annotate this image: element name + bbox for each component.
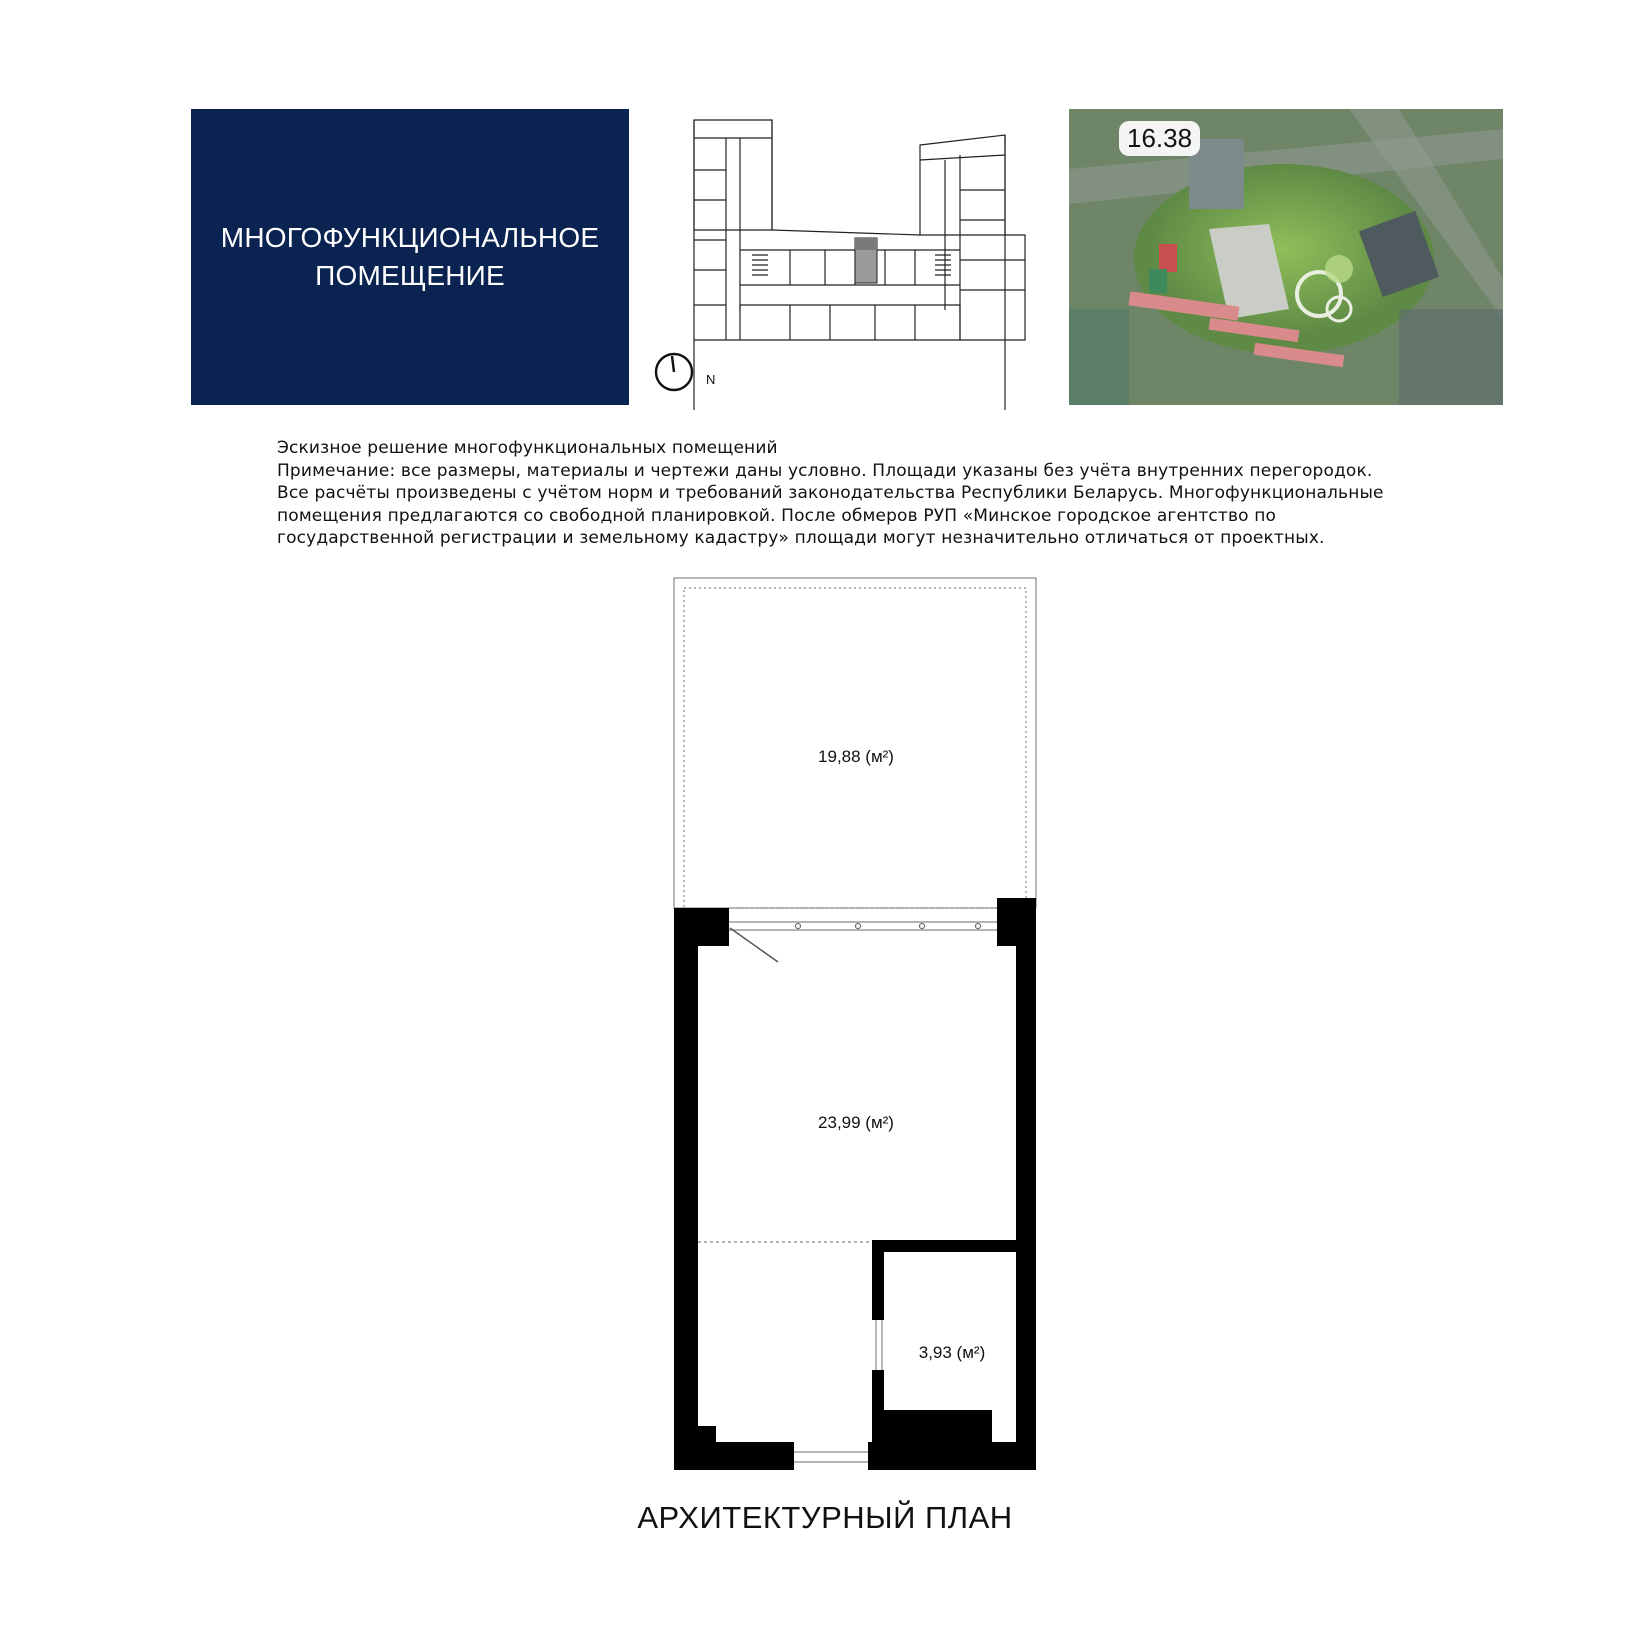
- compass-icon: [654, 350, 714, 398]
- terrace-area-label: 19,88 (м²): [818, 747, 894, 766]
- terrace-outline: [674, 578, 1036, 908]
- small-room-area-label: 3,93 (м²): [918, 1343, 986, 1362]
- floor-key-plan-drawing: [660, 110, 1050, 410]
- main-room-area-label: 23,99 (м²): [818, 1113, 894, 1132]
- architectural-plan: [660, 570, 1060, 1470]
- building-number-badge: 16.38: [1119, 121, 1200, 156]
- notes-line: Все расчёты произведены с учётом норм и требований законодательства Республики Беларусь. Многофункциональные: [277, 483, 1384, 503]
- notes-line: Примечание: все размеры, материалы и чертежи даны условно. Площади указаны без учёта внутренних перегородок.: [277, 460, 1373, 481]
- title-block: [191, 109, 629, 405]
- notes-line: государственной регистрации и земельному кадастру» площади могут незначительно отличаться от проектных.: [277, 528, 1325, 548]
- notes-line: помещения предлагаются со свободной планировкой. После обмеров РУП «Минское городское агентство по: [277, 505, 1277, 526]
- floor-key-plan: [660, 110, 1050, 410]
- notes-text: [277, 437, 1457, 550]
- plan-title: АРХИТЕКТУРНЫЙ ПЛАН: [637, 1500, 1013, 1535]
- aerial-view-image: [1069, 109, 1503, 405]
- page-title: МНОГОФУНКЦИОНАЛЬНОЕ ПОМЕЩЕНИЕ: [220, 222, 600, 291]
- architectural-plan-drawing: [660, 570, 1060, 1470]
- north-label: N: [706, 372, 716, 387]
- notes-line: Эскизное решение многофункциональных помещений: [277, 438, 778, 458]
